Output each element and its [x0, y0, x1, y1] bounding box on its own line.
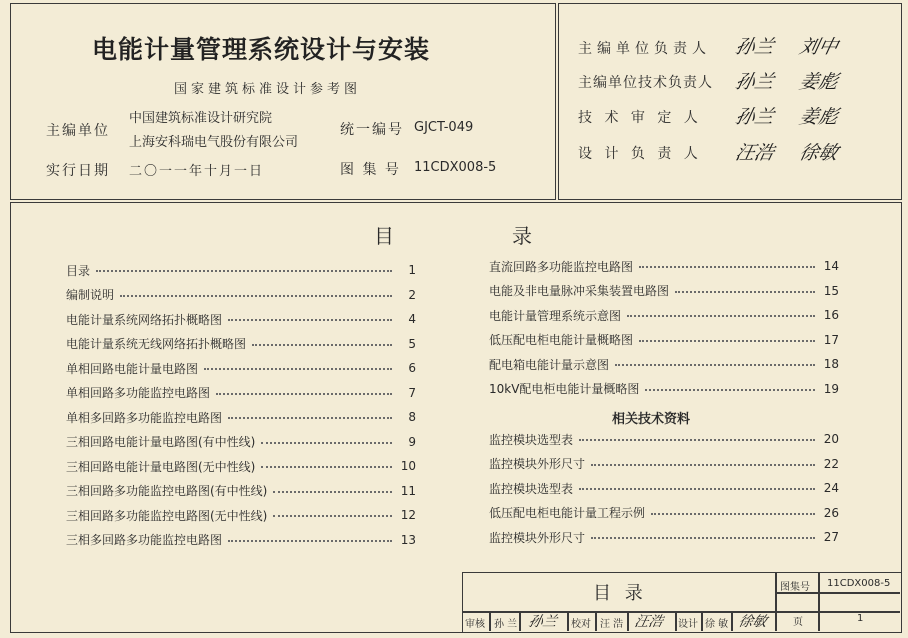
toc-entry-page: 16: [823, 308, 839, 322]
dot-leader: [645, 389, 815, 391]
toc-entry-page: 22: [823, 456, 839, 471]
toc-entry: [489, 331, 839, 349]
dot-leader: [273, 515, 392, 517]
toc-entry-page: 15: [823, 283, 839, 298]
review-label: 审核: [465, 619, 485, 630]
toc-entry-title: 低压配电柜电能计量工程示例: [489, 506, 646, 520]
toc-entry-page: 10: [400, 459, 416, 473]
dot-leader: [615, 364, 815, 366]
toc-entry-title: 监控模块选型表: [489, 481, 574, 496]
dot-leader: [216, 393, 392, 395]
sign-role-4: 设 计 负 责 人: [578, 146, 702, 162]
code-value: GJCT-049: [414, 120, 474, 135]
toc-entry: [66, 506, 416, 524]
toc-entry-page: 11: [400, 483, 416, 498]
toc-entry: [66, 408, 416, 426]
check-label: 校对: [571, 619, 591, 630]
toc-entry-page: 8: [408, 410, 416, 424]
toc-entry-page: 13: [400, 532, 416, 547]
sign-role-2: 主编单位技术负责人: [578, 75, 713, 91]
toc-entry-title: 监控模块选型表: [489, 432, 574, 447]
toc-entry-page: 7: [408, 385, 416, 400]
toc-entry-title: 编制说明: [66, 288, 115, 302]
toc-entry: [66, 433, 416, 451]
signature-4a: 汪浩: [733, 142, 777, 164]
dot-leader: [96, 270, 392, 272]
toc-entry-title: 三相多回路多功能监控电路图: [66, 533, 223, 547]
toc-entry: [66, 359, 416, 377]
toc-entry: [489, 504, 839, 522]
dot-leader: [579, 488, 815, 490]
sign-role-3: 技 术 审 定 人: [578, 110, 702, 126]
dot-leader: [228, 417, 392, 419]
toc-entry: [66, 531, 416, 549]
title-block-atlas-value: 11CDX008-5: [827, 578, 891, 589]
related-heading: 相关技术资料: [612, 412, 691, 427]
toc-entry-page: 20: [823, 432, 839, 446]
design-label: 设计: [678, 619, 698, 630]
designer-signature: 徐敏: [737, 614, 769, 630]
title-block-page-value: 1: [857, 613, 864, 624]
toc-entry: [489, 479, 839, 497]
toc-entry-title: 单相多回路多功能监控电路图: [66, 410, 223, 425]
dot-leader: [252, 344, 392, 346]
signature-3a: 孙兰: [733, 106, 777, 128]
toc-entry-page: 24: [823, 481, 839, 495]
signature-4b: 徐敏: [797, 142, 841, 164]
toc-entry-page: 17: [823, 332, 839, 347]
dot-leader: [228, 540, 392, 542]
toc-title-right: 录: [512, 224, 532, 248]
toc-entry: [489, 306, 839, 324]
dot-leader: [120, 295, 392, 297]
toc-entry-page: 19: [823, 381, 839, 396]
toc-entry-title: 单相回路多功能监控电路图: [66, 386, 211, 400]
designer-name: 徐 敏: [705, 619, 729, 630]
toc-entry: [66, 335, 416, 353]
toc-entry-page: 1: [408, 263, 416, 277]
toc-entry: [489, 257, 839, 275]
dot-leader: [228, 319, 392, 321]
toc-entry-title: 目录: [66, 263, 91, 278]
code-label: 统一编号: [340, 122, 404, 138]
main-title: 电能计量管理系统设计与安装: [92, 35, 431, 64]
dot-leader: [261, 466, 392, 468]
toc-entry: [489, 455, 839, 473]
dot-leader: [261, 442, 392, 444]
toc-entry-page: 18: [823, 357, 839, 371]
toc-entry: [66, 286, 416, 304]
toc-entry: [489, 282, 839, 300]
signature-frame: [558, 3, 902, 200]
date-label: 实行日期: [46, 163, 110, 179]
date-value: 二〇一一年十月一日: [129, 164, 265, 179]
toc-entry: [489, 355, 839, 373]
toc-entry-title: 直流回路多功能监控电路图: [489, 259, 634, 274]
toc-entry-page: 26: [823, 505, 839, 520]
toc-entry-page: 9: [408, 434, 416, 449]
toc-entry-title: 三相回路多功能监控电路图(有中性线): [66, 484, 268, 498]
toc-entry: [66, 457, 416, 475]
toc-entry-title: 三相回路电能计量电路图(有中性线): [66, 435, 256, 449]
toc-title-left: 目: [374, 224, 394, 248]
reviewer-signature: 孙兰: [527, 614, 559, 630]
toc-entry: [66, 261, 416, 279]
toc-entry-title: 电能计量管理系统示意图: [489, 308, 622, 323]
title-block-page-label: 页: [793, 617, 803, 628]
toc-entry-title: 配电箱电能计量示意图: [489, 357, 610, 372]
toc-entry-page: 27: [823, 530, 839, 544]
toc-entry-page: 14: [823, 259, 839, 273]
dot-leader: [651, 513, 815, 515]
toc-entry-title: 三相回路电能计量电路图(无中性线): [66, 459, 256, 474]
toc-entry: [66, 482, 416, 500]
toc-entry-title: 三相回路多功能监控电路图(无中性线): [66, 508, 268, 523]
toc-entry-title: 低压配电柜电能计量概略图: [489, 333, 634, 347]
toc-entry: [66, 310, 416, 328]
checker-signature: 汪浩: [633, 614, 665, 630]
editor-label: 主编单位: [46, 123, 110, 139]
editor-org-2: 上海安科瑞电气股份有限公司: [129, 135, 299, 150]
atlas-label: 图 集 号: [340, 162, 401, 178]
toc-entry-title: 监控模块外形尺寸: [489, 457, 586, 471]
signature-1a: 孙兰: [733, 36, 777, 58]
signature-3b: 姜彪: [797, 106, 841, 128]
atlas-value: 11CDX008-5: [414, 160, 497, 175]
dot-leader: [639, 266, 815, 268]
sign-role-1: 主编单位负责人: [578, 41, 711, 57]
toc-entry-title: 电能计量系统无线网络拓扑概略图: [66, 337, 247, 351]
toc-entry-title: 电能及非电量脉冲采集装置电路图: [489, 284, 670, 298]
signature-2a: 孙兰: [733, 71, 777, 93]
signature-1b: 刘中: [797, 36, 841, 58]
dot-leader: [204, 368, 392, 370]
toc-entry-title: 电能计量系统网络拓扑概略图: [66, 312, 223, 327]
editor-org-1: 中国建筑标准设计研究院: [129, 111, 273, 126]
dot-leader: [627, 315, 815, 317]
toc-entry: [66, 384, 416, 402]
reviewer-name: 孙 兰: [494, 619, 518, 630]
toc-entry-title: 监控模块外形尺寸: [489, 530, 586, 545]
dot-leader: [675, 291, 815, 293]
dot-leader: [579, 439, 815, 441]
toc-entry: [489, 430, 839, 448]
title-block-atlas-label: 图集号: [780, 582, 810, 593]
toc-entry-page: 12: [400, 508, 416, 522]
title-block-name: 目 录: [593, 583, 647, 604]
toc-entry: [489, 528, 839, 546]
toc-entry-title: 单相回路电能计量电路图: [66, 361, 199, 376]
dot-leader: [591, 464, 815, 466]
toc-entry-page: 2: [408, 287, 416, 302]
toc-entry-page: 6: [408, 361, 416, 375]
dot-leader: [273, 491, 392, 493]
title-block: [462, 572, 902, 633]
toc-entry-title: 10kV配电柜电能计量概略图: [489, 382, 640, 396]
toc-entry-page: 5: [408, 336, 416, 351]
checker-name: 汪 浩: [600, 619, 624, 630]
dot-leader: [591, 537, 815, 539]
toc-entry: [489, 380, 839, 398]
toc-entry-page: 4: [408, 312, 416, 326]
dot-leader: [639, 340, 815, 342]
signature-2b: 姜彪: [797, 71, 841, 93]
sub-title: 国家建筑标准设计参考图: [174, 82, 362, 97]
